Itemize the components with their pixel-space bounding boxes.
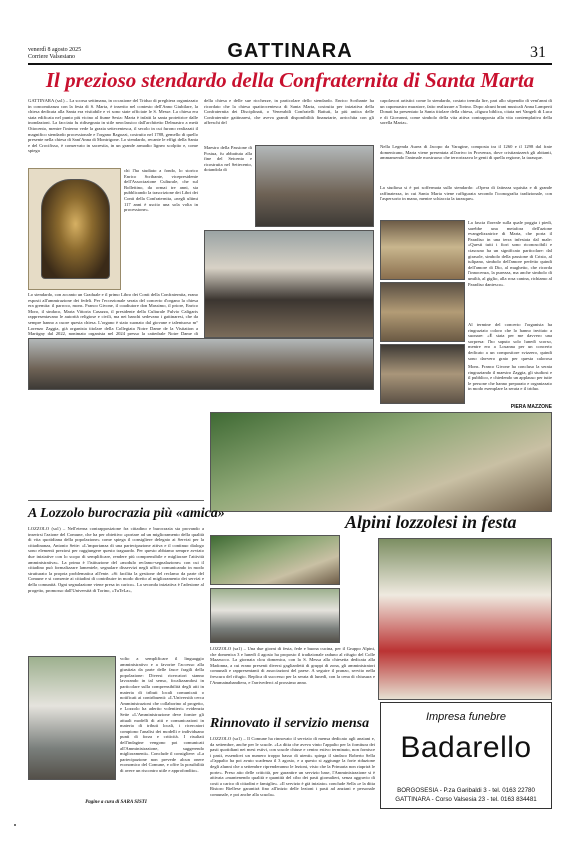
issue-info bbox=[28, 47, 81, 61]
church-interior-photo bbox=[255, 145, 374, 227]
funeral-advert bbox=[380, 702, 552, 809]
page-number: 31 bbox=[530, 44, 546, 61]
advert-address-1: BORGOSESIA - P.za Garibaldi 3 - tel. 0163 22780 bbox=[397, 787, 535, 794]
main-col3-flowers: La fascia floreale sulla quale poggia i piedi, sarebbe una metafora dell'azione evangelizzatrice di Marta, che porta il Paradiso in una terra infestata dal male: «Questi tutti i fiori sono riconoscibili e ciascuno ha un significato particolare: dal girasole, simbolo della passione di Cristo, al tulipano, simbolo dell'amore perfetto quindi dell'amore di Dio, al mughetto, che ricorda l'innocenza, la purezza, ma anche simbolo di umiltà, al giglio, alla rosa canina, richiamo al Paradiso dantesco». bbox=[468, 220, 552, 287]
main-author: PIERA MAZZONE bbox=[510, 404, 552, 410]
audience-photo bbox=[28, 338, 374, 390]
page-credit: Pagine a cura di SARA SISTI bbox=[85, 800, 147, 805]
main-col1-concert: Lo stendardo, con accanto un Graduale e il primo Libro dei Conti della Confraternita, erano esposti all'ammirazione dei fedeli. Per l'eccezionale serata del concerto d'organo la chiesa era gremita: il parroco, mons. Franco Givone, il coadiutore don Massimo, il priore, Enrico Moro, il sindaco, Maria Vittoria Casazza, il presidente della Culturale Fulvio Caligaris rappresentavano le autorità religiose e civili, ma nei banchi sedevano i gattinaresi, che da sempre hanno a cuore questa chiesa. L'organo è stato suonato dal giovane e talentuoso m° Lorenzo Zaggia, già organista titolare della Collegiata Notre Dame de la Visitation a Martigny dal 2022, nonimato organista nel 2024 presso la cattedrale Notre Dame di bbox=[28, 292, 198, 337]
lozzolo-body-2: volto a semplificare il linguaggio amministrativo e a favorire l'accesso alla giustizia da parte delle fasce fragili della popolazione: Diversi ricercatori stanno lavorando in tal senso, focalizzandosi in particolare sulla comprensibilità degli atti in materia di tributi locali comunicati o notificati ai contribuenti: «L'Università cerca Amministrazioni che collaborino al progetto, e Lozzolo ha aderito volentieri» evidenzia Sette «L'Amministrazione deve fornire gli attuali modelli di atti e comunicazioni in materia di tributi locali, i ricercatori compiono l'analisi dei modelli e individuano punti di forza e criticità. I risultati dell'indagine vengono poi comunicati all'Amministrazione, suggerendo miglioramenti». Conclude il consigliere: «La partecipazione non prevede alcun onere economico del Comune, e offre la possibilità di avere un riscontro utile e approfondito». bbox=[120, 656, 204, 773]
banner-photo bbox=[28, 168, 121, 290]
main-col1-intro: GATTINARA (sa1) – La scorsa settimana, in occasione del Triduo di preghiera organizzato in concomitanza con la festa di S. Marta, è inserito nel contesto dell'Anno Giubilare, la chiesa dedicata alla Santa era visitabile e vi sono state officiate le S. Messe. La chiesa era stata edificata nel punto più vicino al fiume Sesia: Marta è infatti la santa protettrice dalle inondazioni. La facciata fu ridisegnata in stile neoclassico dall'architetto Delmastro a metà Ottocento, mentre l'interno vede la grazia settecentesca, il secolo in cui furono realizzati il magnifico stendardo processionale e l'organo Ragozzi, costruito nel 1788, gemello di quello presente nella chiesa di Sant'Anna di Montrigone. Lo stendardo, recante le effigi della Santa e del Crocifisso, è conservato in sacrestia, in un grande armadio ligneo scolpito e, come spiega bbox=[28, 98, 198, 154]
lozzolo-headline: A Lozzolo burocrazia più «amica» bbox=[28, 506, 225, 521]
issue-date: venerdì 8 agosto 2025 bbox=[28, 47, 82, 53]
header-rule bbox=[28, 63, 552, 65]
scan-mark bbox=[14, 824, 16, 826]
main-col3-legenda: Nella Legenda Aurea di Jacopo da Varagine, composta tra il 1260 e il 1298 dal frate domenicano, Marta viene presentata all'arrivo in Provenza, dove cristianizzerà gli abitanti, ammansendo l'animale mostruoso che terrorizzava le genti di quella regione, la tarasque. bbox=[380, 144, 552, 161]
alpini-cooks-photo bbox=[378, 538, 552, 700]
alpini-body: LOZZOLO (sa1) – Una due giorni di festa, fede e buona cucina, per il Gruppo Alpini, che domenica 3 e lunedì 4 agosto ha proposto il tradizionale raduno al rifugio del Colle Mazzucco. La giornata clou domenica, con la S. Messa alla chiesetta dedicata alla Madonna, a cui erano presenti diversi gagliardetti di gruppi di zona, gli amministratori comunali e rappresentanti di associazioni del paese. A seguire il pranzo, servito nella frescura del rifugio. Replica di successo per la serata di lunedì, con la cena di chiusura e l'Ammainabandiera, e l'arrivederci al prossimo anno. bbox=[210, 646, 375, 685]
advert-address-2: GATTINARA - Corso Valsesia 23 - tel. 0163 834481 bbox=[395, 796, 537, 803]
mensa-body: LOZZOLO (sa1) – Il Comune ha rinnovato il servizio di mensa dedicato agli anziani e, da settembre, anche per le scuole. «La ditta che aveva vinto l'appalto per la fornitura dei pasti quotidiani nei mesi estivi, con scuole chiuse e centro estivo terminato, non fornisce i pasti, essendovi un numero troppo basso di utenti» spiega il sindaco Roberto Sella «l'appalto ha poi avuto scadenza il 3 agosto, e a questo si aggiunge la forte riduzione degli alunni che a settembre riprenderanno le lezioni, visto che la Primaria non riaprirà le porte». Preso atto delle criticità, per garantire un servizio base, l'Amministrazione si è attivata «mantenendo qualità e quantità del cibo dei pasti giornalieri, senza aggravio di costi a carico di cittadini e famiglie». «Il servizio è già iniziato» conclude Sella «e la ditta Ristoro Biellese garantirà fino all'inizio delle lezioni i pasti ad anziani e personale comunale, e poi anche alla scuola». bbox=[210, 736, 375, 797]
advert-name: Badarello bbox=[400, 731, 532, 764]
alpini-headline: Alpini lozzolesi in festa bbox=[345, 512, 517, 532]
main-headline: Il prezioso stendardo della Confraternita di Santa Marta bbox=[45, 68, 535, 92]
lozzolo-body-1: LOZZOLO (sa1) – Nell'eterna contrapposizione fra cittadino e burocrazia sta provando a inserirsi l'azione del Comune, che ha per obiettivo «portare ad un miglioramento della qualità di vita quotidiana della popolazione» come spiega il consigliere delegato ai Servizi per la cittadinanza, Antonio Sette: «L'importanza di una partecipazione attiva e il continuo dialogo sono elementi preziosi per raggiungere questo traguardo. Per questo abbiamo sempre avviato due iniziative con lo scopo di semplificare, rendere più comprensibile e migliorare l'attività amministrativa». La prima è l'istituzione del «modulo reclamo-segnalazione» con cui il cittadino può formalizzare lamentele, segnalare disservizi negli uffici comunicando in modo strutturato la propria problematica all'ente. «Si facilita la gestione del reclamo da parte del Comune e si consente ai cittadini di contribuire in modo diretto al miglioramento dei servizi e della comunità. Ogni segnalazione viene presa in carico». La seconda iniziativa è l'adesione al progetto, promosso dall'Università di Torino, «TuTeLa», bbox=[28, 526, 204, 593]
mensa-headline: Rinnovato il servizio mensa bbox=[210, 716, 370, 731]
main-col1-scribante: chi l'ha studiato a fondo, lo storico Enrico Scribante, vicepresidente dell'Associazione Culturale, che sul Bollettino, da ormai tre anni, sta pubblicando la trascrizione dei Libri dei Conti della Confraternita, «negli ultimi 117 anni è uscito una sola volta in processione». bbox=[124, 168, 198, 213]
speakers-photo bbox=[204, 230, 374, 338]
main-col3-givone: Mons. Franco Givone ha concluso la serata ringraziando il maestro Zaggia, gli studiosi e il pubblico, e chiedendo un applauso per tutte le persone che hanno preparato e organizzato in modo esemplare la serata e il triduo. bbox=[468, 364, 552, 392]
main-col3-stendardo: capolavori artistici come lo stendardo, costato tremila lire, pari allo stipendio di vent'anni di un capomastro muratore, fatto realizzare a Torino. Dopo alcuni brani musicali Anna Lamperti Donati ha presentato la Santa titolare della chiesa, «figura biblica, citata nei Vangeli di Luca e di Giovanni, come simbolo della vita attiva contrapposta alla vita contemplativa della sorella Maria». bbox=[380, 98, 552, 126]
advert-kicker: Impresa funebre bbox=[425, 711, 507, 723]
main-col3-thanks: Al termine del concerto l'organista ha ringraziato coloro che lo hanno invitato a suonare: «È stata per me davvero una sorpresa: l'ho saputo solo lunedì scorso, mentre ero a Losanna per un concerto dedicato a un compositore svizzero, quindi sono davvero grato per questa calorosa bbox=[468, 322, 552, 361]
banner-figure bbox=[41, 179, 110, 279]
main-col2-postua: Maestro della Passione di Postua, fu abbattuta alla fine del Seicento e ricostruita nel Settecento, dotandola di bbox=[204, 145, 252, 173]
stendardo-detail-photo bbox=[380, 220, 465, 280]
alpini-mass-photo bbox=[210, 535, 340, 585]
alpini-lunch-photo bbox=[210, 588, 340, 643]
organist-photo bbox=[380, 344, 465, 404]
section-title: GATTINARA bbox=[227, 40, 353, 62]
main-col3-studiosa: La studiosa si è poi soffermata sullo stendardo: «Opera di fattezza squisita e di grande raffinatezza, in cui Santa Marta viene raffigurata secondo l'iconografia tradizionale, con l'aspersorio in mano, mentre schiaccia la tarasque». bbox=[380, 185, 552, 202]
alpini-gathering-photo bbox=[210, 412, 552, 512]
flowers-detail-photo bbox=[380, 282, 465, 342]
separator-rule bbox=[28, 500, 204, 501]
councillors-photo bbox=[28, 656, 116, 780]
newspaper-name: Corriere Valsesiano bbox=[28, 54, 76, 60]
main-col2-church: della chiesa e delle sue ricchezze, in particolare dello stendardo. Enrico Scribante ha ricordato che la chiesa quattrocentesca di Santa Marta, costruita per iniziativa della Confraternita dei Disciplinati, o Venerabili Confratelli Battuti, la più antica delle Confraternite gattinaresi, che aveva grandi disponibilità finanziarie, arricchita con gli affreschi del bbox=[204, 98, 374, 126]
